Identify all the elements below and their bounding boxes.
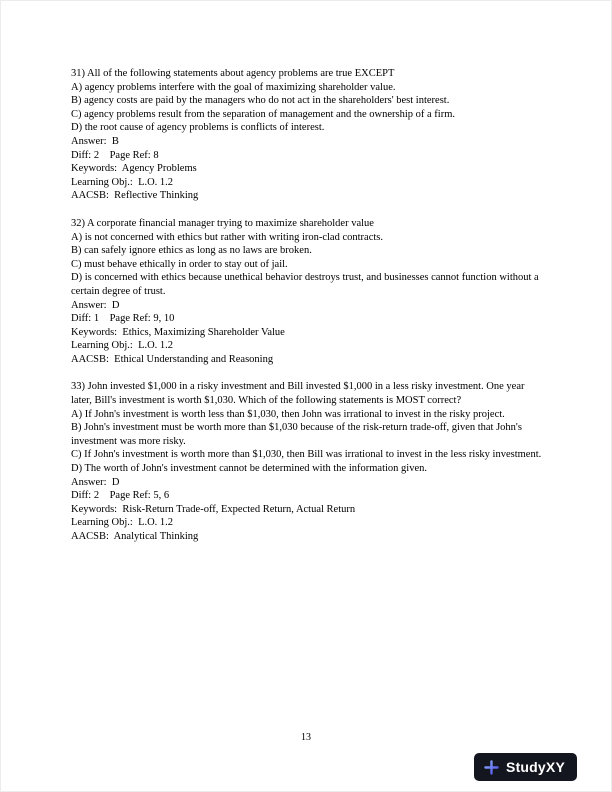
question-stem: 33) John invested $1,000 in a risky investment and Bill invested $1,000 in a less risky investment. One year later, Bill's investment is worth $1,030. Which of the following statements is MOST correct?: [71, 381, 528, 407]
choice-d: D) is concerned with ethics because unethical behavior destroys trust, and businesses cannot function without a certain degree of trust.: [71, 272, 542, 297]
aacsb-line: AACSB: Reflective Thinking: [71, 190, 199, 202]
aacsb-line: AACSB: Ethical Understanding and Reasoning: [71, 353, 274, 365]
keywords-line: Keywords: Risk-Return Trade-off, Expected Return, Actual Return: [71, 503, 356, 515]
choice-c: C) If John's investment is worth more than $1,030, then Bill was irrational to invest in the less risky investment.: [71, 449, 542, 461]
keywords-line: Keywords: Agency Problems: [71, 163, 197, 175]
choice-a: A) agency problems interfere with the goal of maximizing shareholder value.: [71, 81, 396, 93]
question-31: [71, 67, 547, 203]
question-stem: 31) All of the following statements about agency problems are true EXCEPT: [71, 68, 395, 79]
page-number: 13: [301, 732, 311, 743]
choice-b: B) agency costs are paid by the managers who do not act in the shareholders' best interest.: [71, 95, 450, 107]
diff-pageref-line: Diff: 1 Page Ref: 9, 10: [71, 313, 175, 325]
choice-b: B) John's investment must be worth more than $1,030 because of the risk-return trade-off, given that John's investment was more risky.: [71, 422, 525, 447]
studyxy-logo-badge: [474, 753, 577, 781]
page-content: [71, 67, 547, 544]
choice-b: B) can safely ignore ethics as long as no laws are broken.: [71, 245, 312, 257]
question-33: [71, 380, 547, 543]
choice-d: D) the root cause of agency problems is conflicts of interest.: [71, 122, 325, 134]
answer-line: Answer: D: [71, 299, 120, 311]
keywords-line: Keywords: Ethics, Maximizing Shareholder Value: [71, 326, 285, 338]
question-32: [71, 217, 547, 367]
brand-name: StudyXY: [506, 759, 565, 775]
answer-line: Answer: B: [71, 135, 119, 147]
learning-obj-line: Learning Obj.: L.O. 1.2: [71, 340, 174, 352]
learning-obj-line: Learning Obj.: L.O. 1.2: [71, 176, 174, 188]
question-stem: 32) A corporate financial manager trying to maximize shareholder value: [71, 217, 374, 229]
diff-pageref-line: Diff: 2 Page Ref: 5, 6: [71, 490, 170, 502]
aacsb-line: AACSB: Analytical Thinking: [71, 531, 199, 542]
answer-line: Answer: D: [71, 476, 120, 488]
choice-a: A) is not concerned with ethics but rather with writing iron-clad contracts.: [71, 231, 383, 243]
learning-obj-line: Learning Obj.: L.O. 1.2: [71, 517, 174, 529]
plus-icon: [484, 760, 499, 775]
choice-c: C) must behave ethically in order to stay out of jail.: [71, 258, 288, 270]
choice-c: C) agency problems result from the separation of management and the ownership of a firm.: [71, 108, 456, 120]
diff-pageref-line: Diff: 2 Page Ref: 8: [71, 149, 159, 161]
choice-d: D) The worth of John's investment cannot be determined with the information given.: [71, 463, 427, 475]
choice-a: A) If John's investment is worth less than $1,030, then John was irrational to invest in the risky project.: [71, 408, 505, 420]
